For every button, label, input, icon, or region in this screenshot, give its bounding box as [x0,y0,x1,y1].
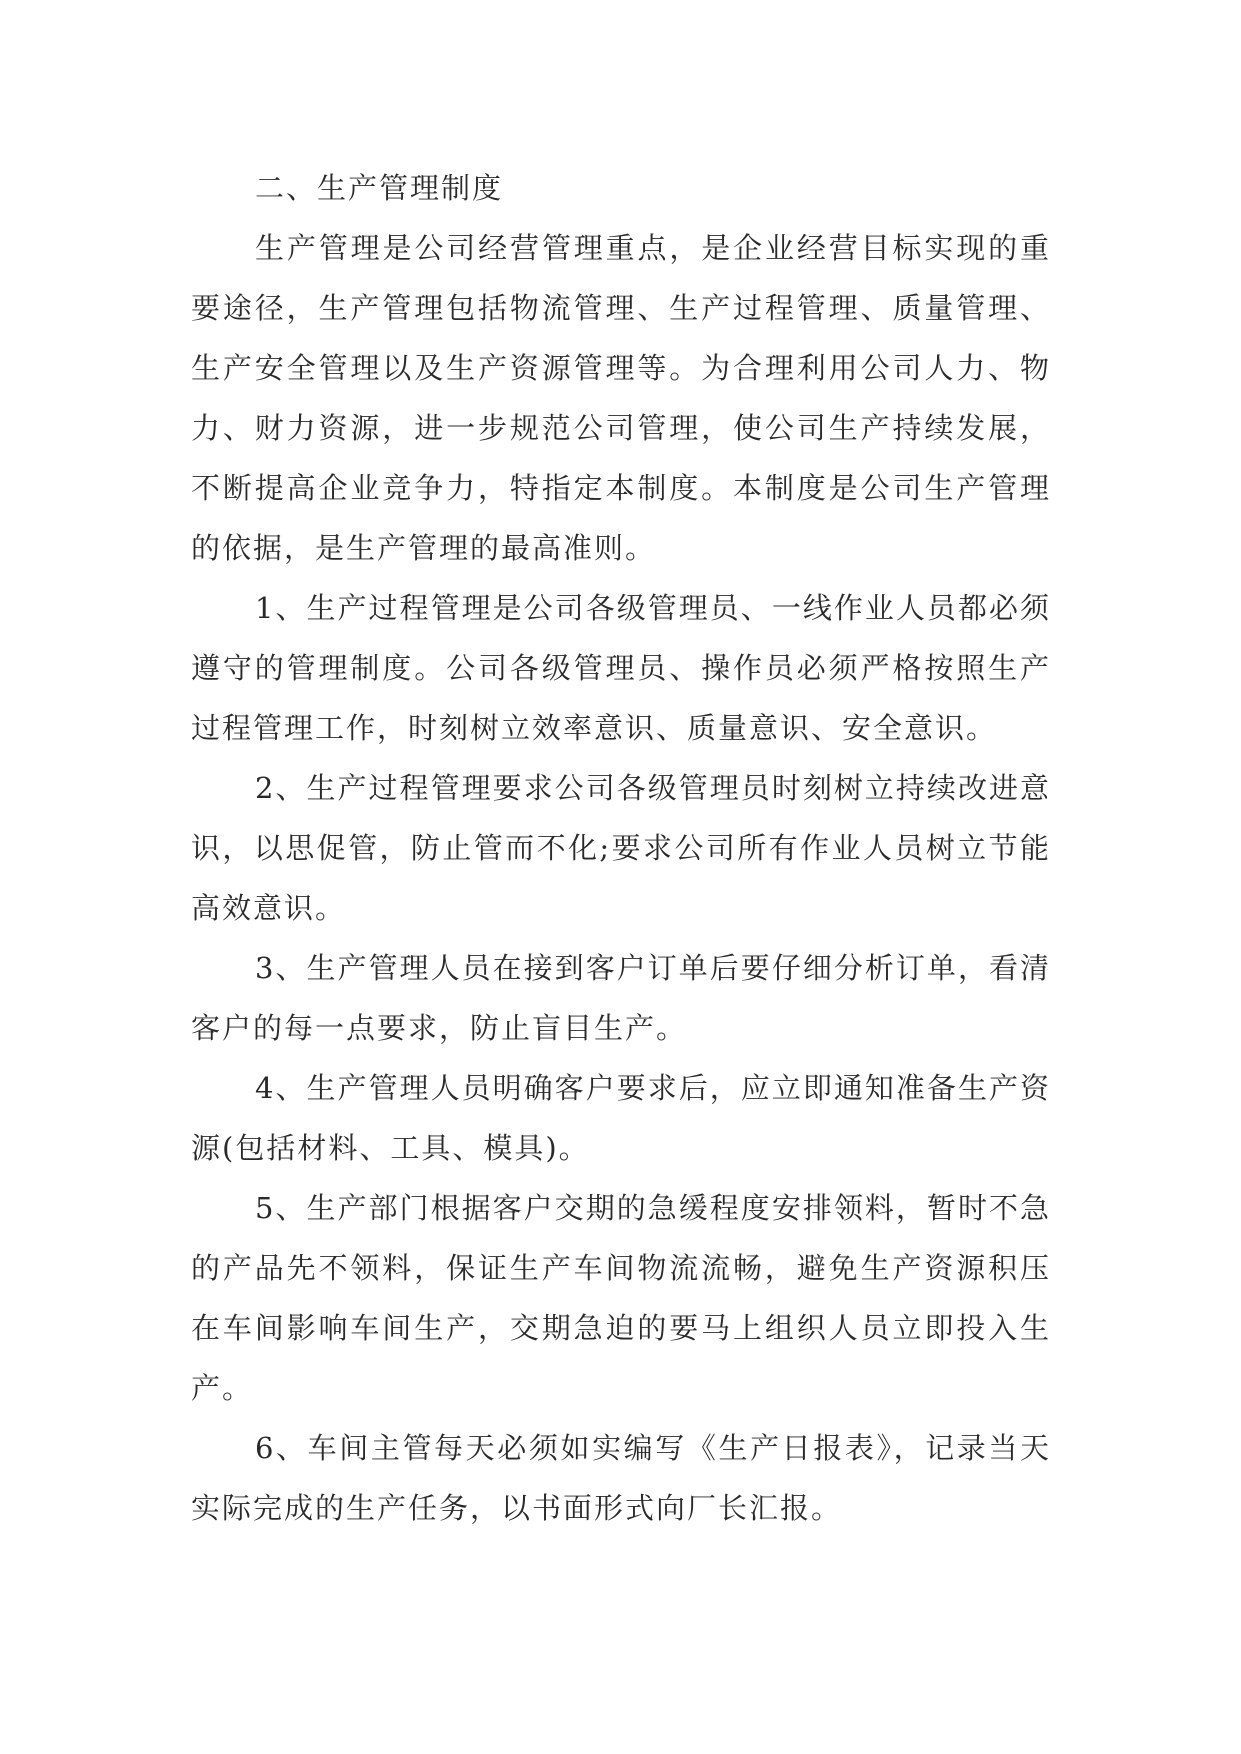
rule-paragraph-5: 5、生产部门根据客户交期的急缓程度安排领料，暂时不急的产品先不领料，保证生产车间物流流畅，避免生产资源积压在车间影响车间生产，交期急迫的要马上组织人员立即投入生产。 [191,1191,1051,1405]
rule-paragraph-4: 4、生产管理人员明确客户要求后，应立即通知准备生产资源(包括材料、工具、模具)。 [191,1071,1051,1165]
intro-paragraph: 生产管理是公司经营管理重点，是企业经营目标实现的重要途径，生产管理包括物流管理、生产过程管理、质量管理、生产安全管理以及生产资源管理等。为合理利用公司人力、物力、财力资源，进一步规范公司管理，使公司生产持续发展，不断提高企业竞争力，特指定本制度。本制度是公司生产管理的依据，是生产管理的最高准则。 [191,231,1051,565]
rule-paragraph-1: 1、生产过程管理是公司各级管理员、一线作业人员都必须遵守的管理制度。公司各级管理员、操作员必须严格按照生产过程管理工作，时刻树立效率意识、质量意识、安全意识。 [191,591,1051,745]
section-heading: 二、生产管理制度 [255,171,504,205]
rule-paragraph-3: 3、生产管理人员在接到客户订单后要仔细分析订单，看清客户的每一点要求，防止盲目生产。 [191,951,1051,1045]
rule-paragraph-2: 2、生产过程管理要求公司各级管理员时刻树立持续改进意识，以思促管，防止管而不化;要求公司所有作业人员树立节能高效意识。 [191,771,1051,925]
rule-paragraph-6: 6、车间主管每天必须如实编写《生产日报表》，记录当天实际完成的生产任务，以书面形式向厂长汇报。 [191,1431,1051,1525]
document-page [191,158,1051,1538]
